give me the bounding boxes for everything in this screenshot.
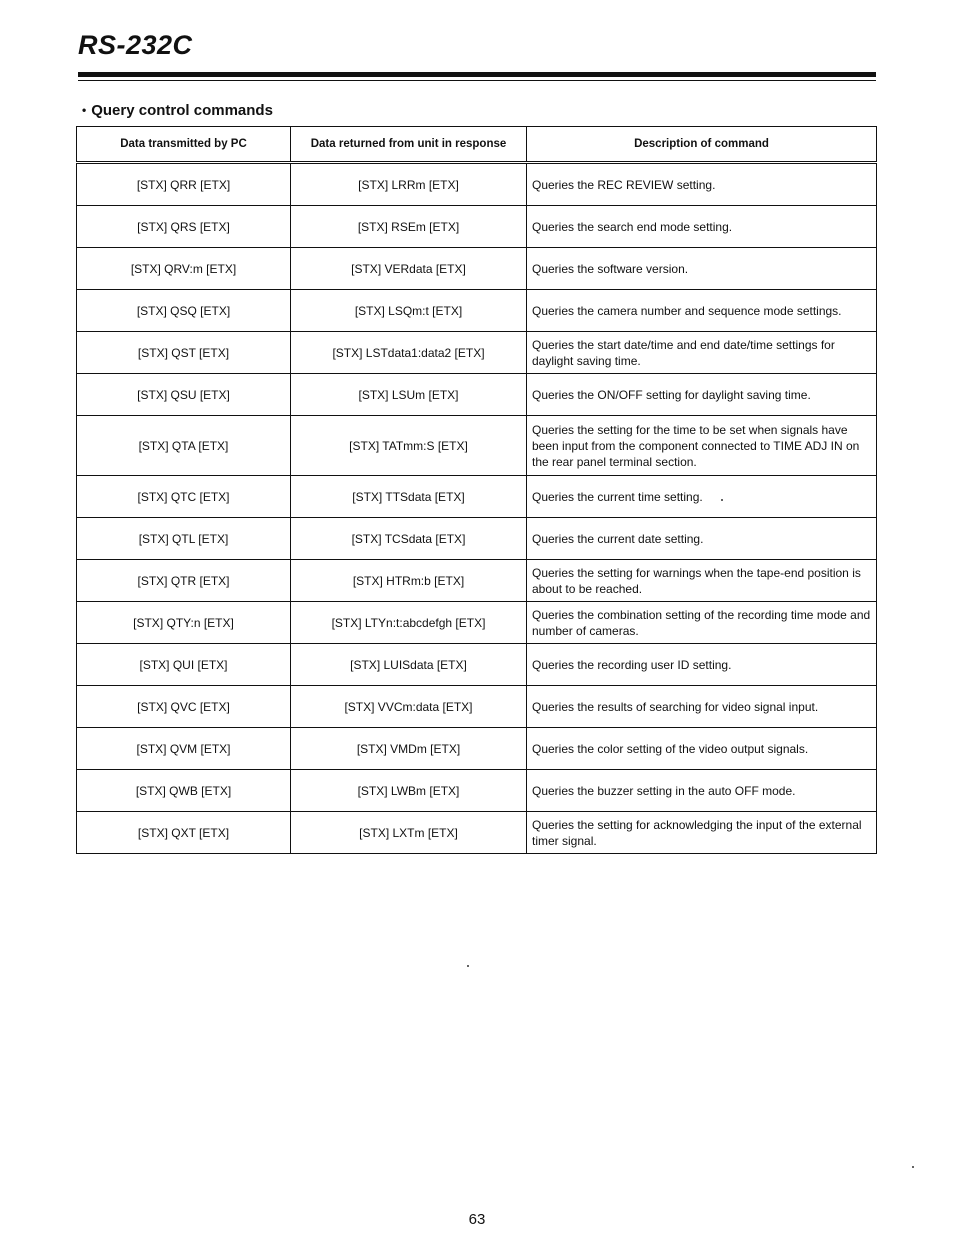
- cell-description: Queries the current date setting.: [527, 518, 877, 560]
- table-row: [77, 602, 877, 644]
- table-row: [77, 518, 877, 560]
- cell-returned: [STX] LTYn:t:abcdefgh [ETX]: [291, 602, 527, 644]
- scan-speck: [721, 499, 723, 501]
- cell-transmitted: [STX] QXT [ETX]: [77, 812, 291, 854]
- cell-transmitted: [STX] QTA [ETX]: [77, 416, 291, 476]
- cell-returned: [STX] TCSdata [ETX]: [291, 518, 527, 560]
- cell-returned: [STX] HTRm:b [ETX]: [291, 560, 527, 602]
- column-header-description: Description of command: [527, 127, 877, 163]
- cell-returned: [STX] LUISdata [ETX]: [291, 644, 527, 686]
- cell-description: Queries the current time setting.: [527, 476, 877, 518]
- header-rule-thin: [78, 80, 876, 81]
- cell-description: Queries the start date/time and end date/time settings for daylight saving time.: [527, 332, 877, 374]
- cell-description: Queries the camera number and sequence mode settings.: [527, 290, 877, 332]
- table-row: [77, 206, 877, 248]
- table-row: [77, 290, 877, 332]
- table-row: [77, 560, 877, 602]
- cell-description: Queries the setting for the time to be set when signals have been input from the component connected to TIME ADJ IN on the rear panel terminal section.: [527, 416, 877, 476]
- cell-transmitted: [STX] QUI [ETX]: [77, 644, 291, 686]
- cell-returned: [STX] VERdata [ETX]: [291, 248, 527, 290]
- cell-transmitted: [STX] QWB [ETX]: [77, 770, 291, 812]
- cell-transmitted: [STX] QSQ [ETX]: [77, 290, 291, 332]
- cell-transmitted: [STX] QRS [ETX]: [77, 206, 291, 248]
- cell-description: Queries the setting for acknowledging the input of the external timer signal.: [527, 812, 877, 854]
- cell-returned: [STX] LSUm [ETX]: [291, 374, 527, 416]
- column-header-transmitted: Data transmitted by PC: [77, 127, 291, 163]
- cell-returned: [STX] VMDm [ETX]: [291, 728, 527, 770]
- header-rule-thick: [78, 72, 876, 77]
- table-row: [77, 416, 877, 476]
- scan-speck: [467, 965, 469, 967]
- cell-description: Queries the combination setting of the recording time mode and number of cameras.: [527, 602, 877, 644]
- section-heading-text: Query control commands: [91, 102, 273, 119]
- cell-returned: [STX] TTSdata [ETX]: [291, 476, 527, 518]
- cell-description: Queries the setting for warnings when the tape-end position is about to be reached.: [527, 560, 877, 602]
- cell-transmitted: [STX] QTR [ETX]: [77, 560, 291, 602]
- cell-transmitted: [STX] QRR [ETX]: [77, 163, 291, 206]
- table-row: [77, 163, 877, 206]
- cell-description: Queries the recording user ID setting.: [527, 644, 877, 686]
- cell-transmitted: [STX] QVM [ETX]: [77, 728, 291, 770]
- bullet-icon: •: [82, 103, 87, 117]
- cell-returned: [STX] RSEm [ETX]: [291, 206, 527, 248]
- page-title: RS-232C: [78, 30, 193, 60]
- cell-returned: [STX] TATmm:S [ETX]: [291, 416, 527, 476]
- cell-returned: [STX] VVCm:data [ETX]: [291, 686, 527, 728]
- table-row: [77, 332, 877, 374]
- cell-transmitted: [STX] QVC [ETX]: [77, 686, 291, 728]
- cell-returned: [STX] LXTm [ETX]: [291, 812, 527, 854]
- scan-speck: [912, 1166, 914, 1168]
- cell-returned: [STX] LSQm:t [ETX]: [291, 290, 527, 332]
- cell-transmitted: [STX] QTY:n [ETX]: [77, 602, 291, 644]
- table-row: [77, 248, 877, 290]
- cell-transmitted: [STX] QST [ETX]: [77, 332, 291, 374]
- section-heading: [82, 101, 273, 120]
- table-row: [77, 770, 877, 812]
- cell-returned: [STX] LSTdata1:data2 [ETX]: [291, 332, 527, 374]
- cell-transmitted: [STX] QSU [ETX]: [77, 374, 291, 416]
- cell-description: Queries the color setting of the video output signals.: [527, 728, 877, 770]
- table-row: [77, 374, 877, 416]
- cell-description: Queries the REC REVIEW setting.: [527, 163, 877, 206]
- table-row: [77, 812, 877, 854]
- table-header-row: [77, 127, 877, 163]
- table-row: [77, 728, 877, 770]
- cell-description: Queries the results of searching for video signal input.: [527, 686, 877, 728]
- table-row: [77, 686, 877, 728]
- query-commands-table: [76, 126, 877, 854]
- cell-description: Queries the ON/OFF setting for daylight saving time.: [527, 374, 877, 416]
- cell-transmitted: [STX] QTC [ETX]: [77, 476, 291, 518]
- cell-description: Queries the software version.: [527, 248, 877, 290]
- cell-description: Queries the buzzer setting in the auto OFF mode.: [527, 770, 877, 812]
- cell-transmitted: [STX] QRV:m [ETX]: [77, 248, 291, 290]
- cell-returned: [STX] LRRm [ETX]: [291, 163, 527, 206]
- cell-transmitted: [STX] QTL [ETX]: [77, 518, 291, 560]
- table-row: [77, 644, 877, 686]
- table-row: [77, 476, 877, 518]
- column-header-returned: Data returned from unit in response: [291, 127, 527, 163]
- cell-returned: [STX] LWBm [ETX]: [291, 770, 527, 812]
- page-number: 63: [468, 1211, 486, 1228]
- cell-description: Queries the search end mode setting.: [527, 206, 877, 248]
